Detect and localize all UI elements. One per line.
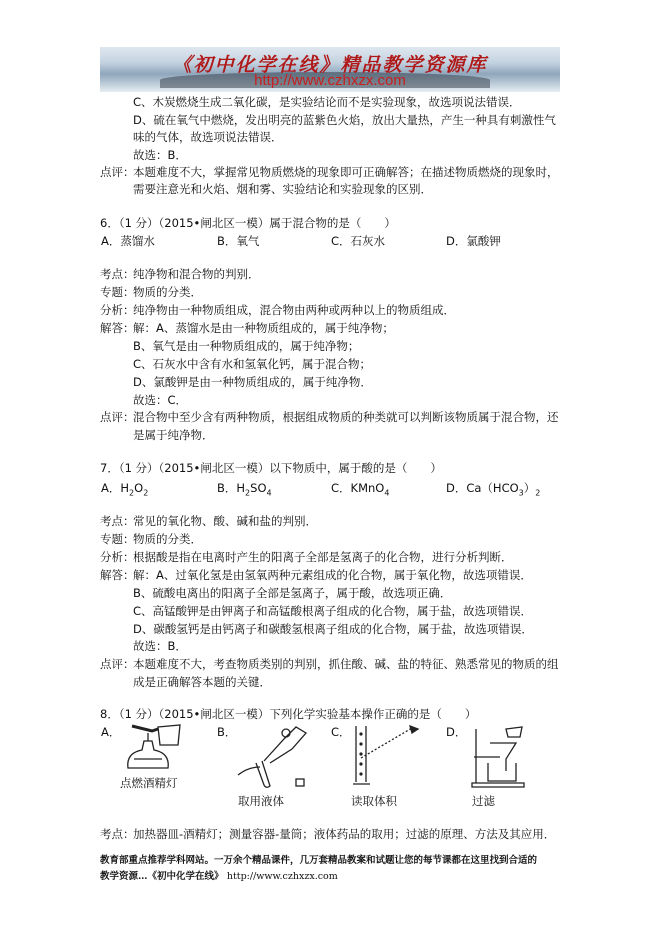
q6-option-c: C．石灰水 (331, 234, 386, 248)
q7-jieda-label: 解答： (100, 568, 135, 582)
q6-zhuanti-label: 专题： (100, 285, 135, 299)
q6-jieda-label: 解答： (100, 321, 135, 335)
q5-comment-label: 点评： (100, 165, 135, 179)
q6-jieda-a: 解：A、蒸馏水是由一种物质组成的，属于纯净物； (133, 321, 394, 335)
q6-zhuanti: 物质的分类． (133, 285, 202, 299)
footer-text: 教学资源…《初中化学在线》 (100, 871, 224, 882)
q6-option-d: D．氯酸钾 (446, 234, 501, 248)
q5-analysis-d: D、硫在氧气中燃烧，发出明亮的蓝紫色火焰，放出大量热，产生一种具有刺激性气 (133, 113, 556, 127)
filtration-figure (470, 723, 536, 789)
banner-title: 《初中化学在线》精品教学资源库 (172, 54, 488, 76)
q7-kaodian-label: 考点： (100, 514, 135, 528)
q6-kaodian: 纯净物和混合物的判别． (133, 267, 260, 281)
q7-comment-cont: 成是正确解答本题的关键． (133, 675, 271, 689)
q7-zhuanti: 物质的分类． (133, 532, 202, 546)
q8-stem: 8．（1 分）（2015•闸北区一模）下列化学实验基本操作正确的是（ ） (100, 707, 477, 721)
q6-jieda-c: C、石灰水中含有水和氢氧化钙，属于混合物； (133, 357, 372, 371)
q5-analysis-d-cont: 味的气体，故选项说法错误． (133, 130, 283, 144)
q7-fenxi: 根据酸是指在电离时产生的阳离子全部是氢离子的化合物，进行分析判断． (133, 550, 513, 564)
q8-option-c-caption: 读取体积 (351, 794, 397, 808)
footer-line-2 (100, 868, 338, 882)
q7-jieda-d: D、碳酸氢钙是由钙离子和碳酸氢根离子组成的化合物，属于盐，故选项错误． (133, 622, 533, 636)
q7-option-a: A．$H_2O_2$ (101, 481, 149, 498)
footer-line-1: 教育部重点推荐学科网站。一万余个精品课件，几万套精品教案和试题让您的每节课都在这里找到合适的 (100, 855, 538, 866)
q8-option-d-caption: 过滤 (472, 794, 495, 808)
q7-jieda-b: B、硫酸电离出的阳离子全部是氢离子，属于酸，故选项正确． (133, 586, 452, 600)
q7-fenxi-label: 分析： (100, 550, 135, 564)
q7-option-d: D．$Ca(HCO_3)_2$ (446, 481, 541, 498)
graduated-cylinder-figure (352, 724, 422, 788)
q6-kaodian-label: 考点： (100, 267, 135, 281)
q5-answer: 故选：B． (133, 148, 187, 162)
q8-option-a-caption: 点燃酒精灯 (120, 776, 178, 790)
q6-answer: 故选：C． (133, 393, 188, 407)
q6-comment: 混合物中至少含有两种物质，根据组成物质的种类就可以判断该物质属于混合物，还 (133, 410, 559, 424)
q7-zhuanti-label: 专题： (100, 532, 135, 546)
q7-option-c: C．KMnO$_4$ (331, 481, 390, 498)
banner-url: http://www.czhxzx.com (254, 72, 406, 89)
q6-jieda-d: D、氯酸钾是由一种物质组成的，属于纯净物． (133, 375, 372, 389)
q7-kaodian: 常见的氧化物、酸、碱和盐的判别． (133, 514, 317, 528)
q8-option-b-label: B． (217, 725, 237, 739)
pour-liquid-figure (236, 723, 308, 791)
q7-stem: 7．（1 分）（2015•闸北区一模）以下物质中，属于酸的是（ ） (100, 461, 442, 475)
q5-analysis-c: C、木炭燃烧生成二氧化碳，是实验结论而不是实验现象，故选项说法错误． (133, 95, 521, 109)
q6-option-b: B．氧气 (217, 234, 260, 248)
q6-fenxi: 纯净物由一种物质组成，混合物由两种或两种以上的物质组成． (133, 303, 455, 317)
q8-kaodian-label: 考点： (100, 827, 135, 841)
q6-comment-cont: 是属于纯净物． (133, 428, 214, 442)
q6-comment-label: 点评： (100, 410, 135, 424)
q7-jieda-a: 解：A、过氧化氢是由氢氧两种元素组成的化合物，属于氧化物，故选项错误． (133, 568, 532, 582)
q8-option-a-label: A． (101, 725, 121, 739)
q5-comment-cont: 需要注意光和火焰、烟和雾、实验结论和实验现象的区别． (133, 182, 432, 196)
q8-kaodian: 加热器皿-酒精灯；测量容器-量筒；液体药品的取用；过滤的原理、方法及其应用． (133, 827, 556, 841)
q7-jieda-c: C、高锰酸钾是由钾离子和高锰酸根离子组成的化合物，属于盐，故选项错误． (133, 604, 533, 618)
q7-comment: 本题难度不大，考查物质类别的判别，抓住酸、碱、盐的特征、熟悉常见的物质的组 (133, 657, 559, 671)
q6-stem: 6．（1 分）（2015•闸北区一模）属于混合物的是（ ） (100, 216, 396, 230)
q6-jieda-b: B、氧气是由一种物质组成的，属于纯净物； (133, 339, 360, 353)
q5-comment: 本题难度不大，掌握常见物质燃烧的现象即可正确解答；在描述物质燃烧的现象时， (133, 165, 559, 179)
q8-option-c-label: C． (331, 725, 351, 739)
footer-url-link[interactable]: http://www.czhxzx.com (226, 871, 338, 882)
q7-comment-label: 点评： (100, 657, 135, 671)
header-banner (100, 47, 560, 92)
q7-option-b: B．$H_2SO_4$ (217, 481, 272, 498)
q6-option-a: A．蒸馏水 (101, 234, 155, 248)
q7-answer: 故选：B． (133, 639, 187, 653)
alcohol-lamp-figure (122, 723, 184, 775)
q6-fenxi-label: 分析： (100, 303, 135, 317)
q8-option-b-caption: 取用液体 (238, 794, 284, 808)
q8-option-d-label: D． (446, 725, 467, 739)
